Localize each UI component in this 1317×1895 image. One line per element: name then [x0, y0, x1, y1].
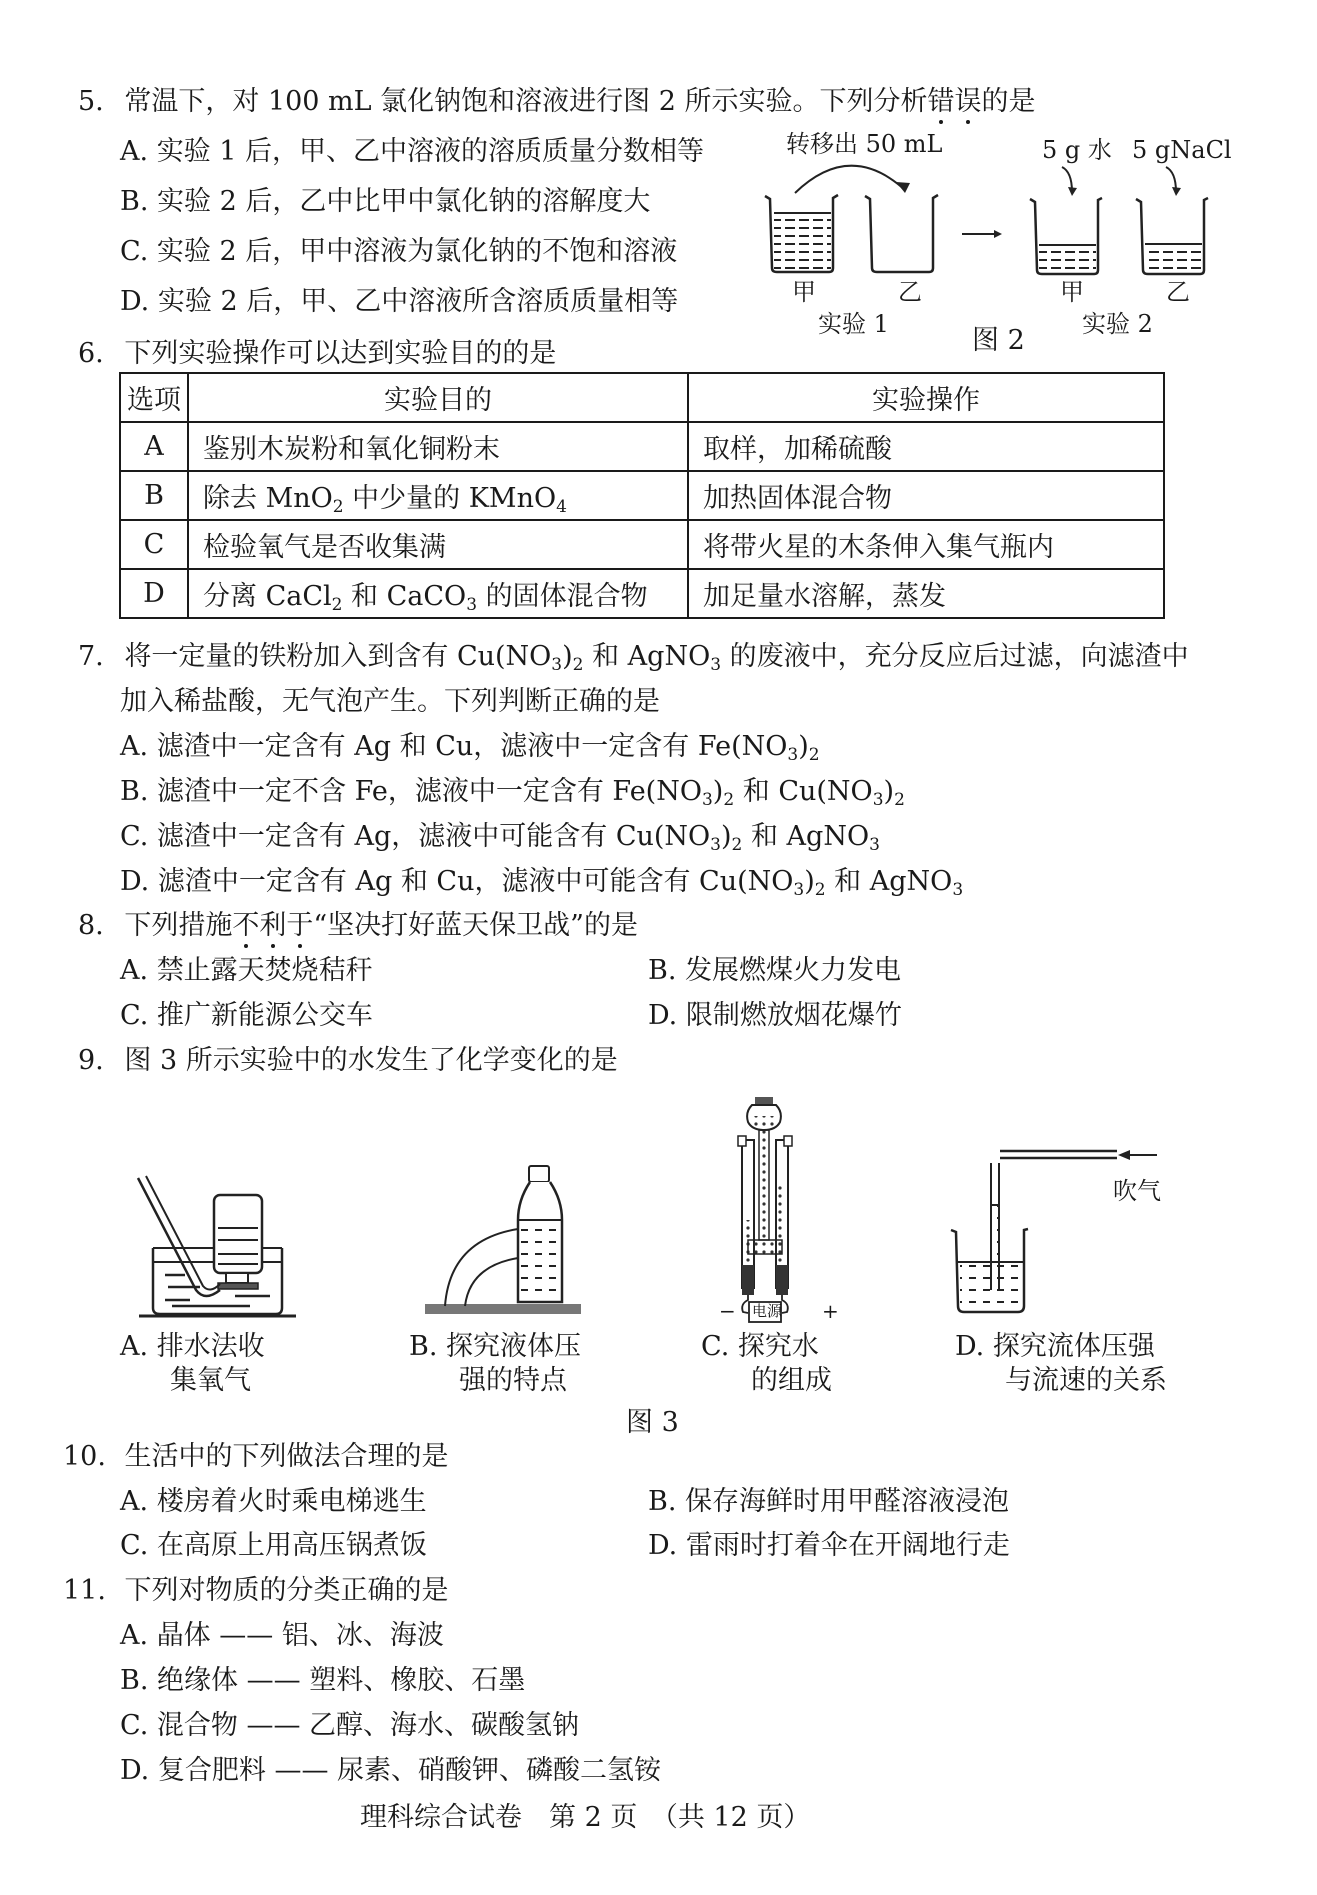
q11-stem	[63, 1577, 449, 1604]
option-key: A.	[120, 731, 149, 762]
subscript: 4	[556, 497, 567, 517]
q11-option-c	[120, 1712, 579, 1739]
option-key: B.	[648, 1486, 677, 1517]
option-key: B.	[409, 1331, 438, 1362]
row-key: B	[120, 471, 188, 520]
subscript: 2	[808, 745, 820, 765]
option-key: B.	[648, 955, 677, 986]
text: 和 AgNO	[742, 821, 870, 852]
transfer-label: 转移出 50 mL	[786, 130, 943, 158]
row-operation: 取样，加稀硫酸	[688, 422, 1164, 471]
text: 将一定量的铁粉加入到含有 Cu(NO	[124, 641, 552, 672]
subscript: 3	[466, 595, 478, 615]
q9-option-b	[409, 1333, 581, 1360]
q9-option-a	[120, 1333, 265, 1360]
option-text: 探究液体压	[446, 1331, 582, 1362]
option-key: C.	[120, 821, 149, 852]
subscript: 2	[332, 497, 344, 517]
q10-option-c	[120, 1532, 427, 1559]
apparatus-a	[138, 1176, 296, 1316]
option-key: D.	[648, 1000, 678, 1031]
option-text: 排水法收	[156, 1331, 265, 1362]
arrow-icon	[1118, 1150, 1130, 1160]
option-key: A.	[120, 1620, 149, 1651]
row-purpose: 鉴别木炭粉和氧化铜粉末	[188, 422, 688, 471]
text: 和 Cu(NO	[734, 776, 873, 807]
blow-label: 吹气	[1113, 1177, 1161, 1205]
row-key: D	[120, 569, 188, 618]
q7-stem-line2: 加入稀盐酸，无气泡产生。下列判断正确的是	[120, 686, 660, 717]
text: 和 CaCO	[342, 581, 467, 612]
row-operation: 加热固体混合物	[688, 471, 1164, 520]
option-text: 晶体 —— 铝、冰、海波	[156, 1620, 444, 1651]
question-number: 10.	[63, 1441, 106, 1472]
row-operation: 加足量水溶解，蒸发	[688, 569, 1164, 618]
option-key: B.	[120, 776, 149, 807]
option-key: A.	[120, 955, 149, 986]
text: )	[712, 776, 724, 807]
negative-terminal-label: −	[719, 1299, 736, 1323]
text: 滤渣中一定含有 Ag，滤液中可能含有 Cu(NO	[156, 821, 711, 852]
emphasis-char: 错	[927, 86, 955, 117]
q9-stem-text: 图 3 所示实验中的水发生了化学变化的是	[124, 1045, 618, 1076]
header-cell: 实验目的	[188, 373, 688, 422]
text: 和 AgNO	[825, 866, 953, 897]
subscript: 2	[723, 790, 735, 810]
text: 和 AgNO	[583, 641, 711, 672]
option-text: 发展燃煤火力发电	[685, 955, 902, 986]
beaker-label: 乙	[898, 278, 922, 306]
question-number: 5.	[78, 86, 104, 117]
subscript: 2	[572, 655, 584, 675]
row-operation: 将带火星的木条伸入集气瓶内	[688, 520, 1164, 569]
subscript: 3	[701, 790, 713, 810]
option-key: C.	[701, 1331, 730, 1362]
text: )	[562, 641, 573, 672]
q10-stem	[63, 1443, 449, 1470]
text: )	[804, 866, 815, 897]
subscript: 2	[331, 595, 343, 615]
text: 除去 MnO	[203, 483, 333, 514]
q5-stem-end: 的是	[981, 86, 1036, 117]
option-text: 实验 2 后，甲中溶液为氯化钠的不饱和溶液	[156, 236, 678, 267]
emphasis-char: 利	[259, 910, 287, 941]
header-cell: 实验操作	[688, 373, 1164, 422]
row-purpose: 检验氧气是否收集满	[188, 520, 688, 569]
experiment-2-label: 实验 2	[1082, 310, 1153, 338]
row-key: A	[120, 422, 188, 471]
option-key: B.	[120, 186, 149, 217]
row-key: C	[120, 520, 188, 569]
option-key: C.	[120, 1530, 149, 1561]
q10-option-b	[648, 1488, 1009, 1515]
option-text: 探究水	[737, 1331, 819, 1362]
subscript: 3	[551, 655, 563, 675]
q9-option-d-line2: 与流速的关系	[1005, 1365, 1167, 1396]
option-key: D.	[120, 1755, 150, 1786]
option-text: 绝缘体 —— 塑料、橡胶、石墨	[157, 1665, 526, 1696]
option-text: 实验 1 后，甲、乙中溶液的溶质质量分数相等	[156, 136, 705, 167]
page-footer: 理科综合试卷 第 2 页 （共 12 页）	[360, 1802, 811, 1833]
option-text: 楼房着火时乘电梯逃生	[156, 1486, 427, 1517]
subscript: 3	[872, 790, 884, 810]
q10-option-d	[648, 1532, 1010, 1559]
q9-option-c	[701, 1333, 819, 1360]
option-key: A.	[120, 1486, 149, 1517]
text: 滤渣中一定不含 Fe，滤液中一定含有 Fe(NO	[157, 776, 702, 807]
option-text: 复合肥料 —— 尿素、硝酸钾、磷酸二氢铵	[157, 1755, 662, 1786]
text: 滤渣中一定含有 Ag 和 Cu，滤液中一定含有 Fe(NO	[156, 731, 788, 762]
subscript: 3	[952, 880, 964, 900]
option-text: 实验 2 后，甲、乙中溶液所含溶质质量相等	[157, 286, 679, 317]
option-key: C.	[120, 236, 149, 267]
q11-stem-text: 下列对物质的分类正确的是	[124, 1575, 449, 1606]
option-text: 雷雨时打着伞在开阔地行走	[685, 1530, 1010, 1561]
q10-stem-text: 生活中的下列做法合理的是	[124, 1441, 449, 1472]
beaker-label: 甲	[792, 278, 816, 306]
subscript: 2	[894, 790, 905, 810]
q9-option-c-line2: 的组成	[751, 1365, 832, 1396]
beaker-label: 甲	[1060, 278, 1084, 306]
option-text: 探究流体压强	[992, 1331, 1155, 1362]
subscript: 2	[731, 835, 743, 855]
subscript: 3	[787, 745, 799, 765]
text: )	[798, 731, 809, 762]
question-number: 11.	[63, 1575, 106, 1606]
option-key: A.	[120, 136, 149, 167]
option-key: A.	[120, 1331, 149, 1362]
option-key: D.	[120, 286, 150, 317]
option-key: B.	[120, 1665, 149, 1696]
text: 的固体混合物	[477, 581, 648, 612]
option-key: D.	[120, 866, 150, 897]
subscript: 3	[793, 880, 805, 900]
q9-option-a-line2: 集氧气	[170, 1365, 251, 1396]
text: 分离 CaCl	[203, 581, 332, 612]
apparatus-b	[425, 1166, 581, 1314]
option-text: 推广新能源公交车	[156, 1000, 373, 1031]
q11-option-b	[120, 1667, 525, 1694]
text: )	[883, 776, 895, 807]
positive-terminal-label: +	[822, 1299, 839, 1323]
experiment-1-label: 实验 1	[818, 310, 889, 338]
subscript: 3	[710, 655, 722, 675]
emphasis-char: 误	[954, 86, 982, 117]
option-key: C.	[120, 1000, 149, 1031]
q10-option-a	[120, 1488, 427, 1515]
text: 的废液中，充分反应后过滤，向滤渣中	[721, 641, 1189, 672]
apparatus-d	[951, 1150, 1157, 1312]
text: 下列措施	[124, 910, 233, 941]
subscript: 3	[710, 835, 721, 855]
emphasis-char: 不	[232, 910, 260, 941]
power-source-label: 电源	[752, 1302, 783, 1320]
figure-caption: 图 3	[626, 1407, 679, 1438]
q9-option-b-line2: 强的特点	[459, 1365, 567, 1396]
text: “坚决打好蓝天保卫战”的是	[313, 910, 638, 941]
subscript: 2	[814, 880, 826, 900]
text: 滤渣中一定含有 Ag 和 Cu，滤液中可能含有 Cu(NO	[157, 866, 794, 897]
option-text: 实验 2 后，乙中比甲中氯化钠的溶解度大	[157, 186, 651, 217]
subscript: 3	[869, 835, 880, 855]
question-number: 9.	[78, 1045, 104, 1076]
q9-option-d	[955, 1333, 1155, 1360]
figure-caption: 图 2	[972, 325, 1025, 356]
question-number: 7.	[78, 641, 104, 672]
text: )	[721, 821, 732, 852]
add-water-label: 5 g 水	[1042, 136, 1112, 164]
option-key: D.	[955, 1331, 985, 1362]
add-nacl-label: 5 gNaCl	[1132, 136, 1232, 164]
text: 中少量的 KMnO	[343, 483, 557, 514]
option-key: C.	[120, 1710, 149, 1741]
q5-stem-text: 常温下，对 100 mL 氯化钠饱和溶液进行图 2 所示实验。下列分析	[124, 86, 928, 117]
option-key: D.	[648, 1530, 678, 1561]
emphasis-char: 于	[286, 910, 314, 941]
option-text: 保存海鲜时用甲醛溶液浸泡	[685, 1486, 1010, 1517]
apparatus-c	[738, 1097, 792, 1322]
option-text: 在高原上用高压锅煮饭	[156, 1530, 427, 1561]
q6-stem-text: 下列实验操作可以达到实验目的的是	[124, 338, 557, 369]
option-text: 限制燃放烟花爆竹	[685, 1000, 902, 1031]
q11-option-a	[120, 1622, 444, 1649]
header-cell: 选项	[120, 373, 188, 422]
option-text: 混合物 —— 乙醇、海水、碳酸氢钠	[156, 1710, 580, 1741]
q11-option-d	[120, 1757, 661, 1784]
question-number: 6.	[78, 338, 104, 369]
option-text: 禁止露天焚烧秸秆	[156, 955, 373, 986]
question-number: 8.	[78, 910, 104, 941]
beaker-label: 乙	[1166, 278, 1190, 306]
